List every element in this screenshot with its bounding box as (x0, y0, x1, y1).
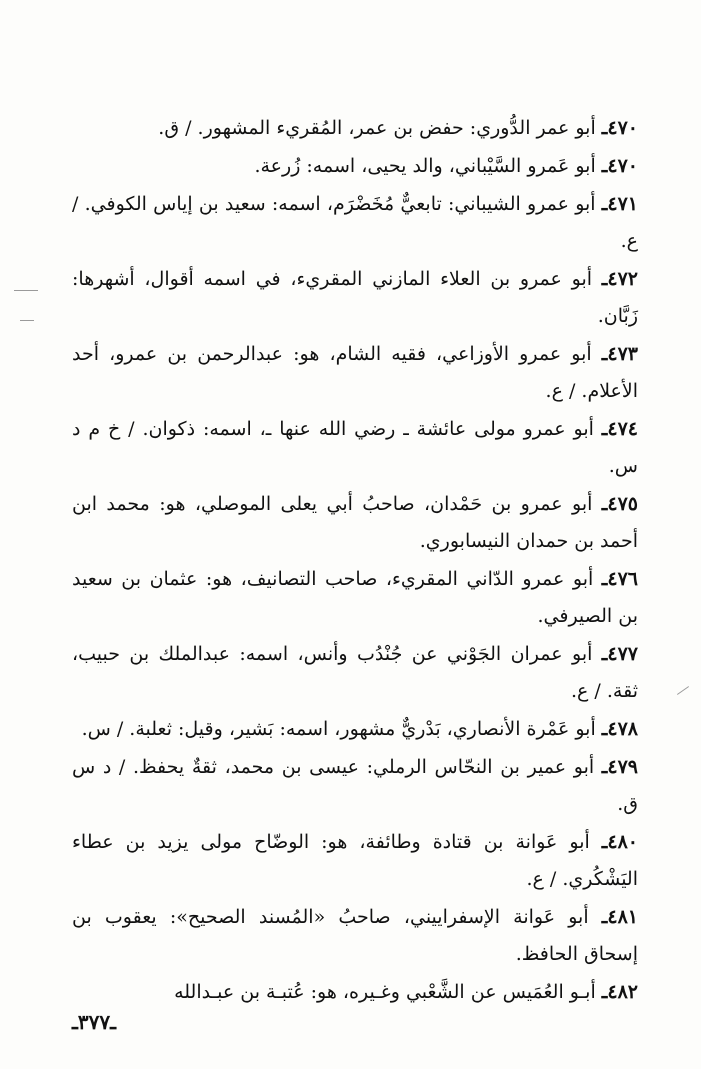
entry-text: أبـو العُمَيس عن الشَّعْبي وغـيره، هو: عُتبـة بن عبـدالله (174, 981, 596, 1003)
entry-482 (72, 974, 638, 1011)
entry-number: ٤٧١ـ (601, 193, 638, 215)
entry-number: ٤٧٤ـ (601, 418, 638, 440)
entry-number: ٤٧٢ـ (601, 268, 638, 290)
entry-479 (72, 749, 638, 823)
entry-text: أبو عَوانة الإسفراييني، صاحبُ «المُسند الصحيح»: يعقوب بن إسحاق الحافظ. (72, 906, 638, 965)
entry-text: أبو عمرو الأوزاعي، فقيه الشام، هو: عبدالرحمن بن عمرو، أحد الأعلام. / ع. (72, 343, 638, 402)
entry-480 (72, 824, 638, 898)
entry-number: ٤٧٣ـ (601, 343, 638, 365)
entry-number: ٤٧٨ـ (601, 718, 638, 740)
margin-mark (677, 686, 689, 695)
entry-474 (72, 411, 638, 485)
entry-476 (72, 561, 638, 635)
entry-number: ٤٨٢ـ (601, 981, 638, 1003)
entry-475 (72, 486, 638, 560)
entry-477 (72, 636, 638, 710)
entry-472 (72, 261, 638, 335)
entry-470-a (72, 110, 638, 147)
entry-number: ٤٨١ـ (601, 906, 638, 928)
entry-471 (72, 186, 638, 260)
entry-481 (72, 899, 638, 973)
entry-number: ٤٧٠ـ (601, 117, 638, 139)
entry-text: أبو عمرو مولى عائشة ـ رضي الله عنها ـ، اسمه: ذكوان. / خ م د س. (72, 418, 638, 477)
page-number: ـ٣٧٧ـ (72, 1010, 116, 1034)
entry-text: أبو عمرو الشيباني: تابعيٌّ مُخَضْرَم، اسمه: سعيد بن إياس الكوفي. / ع. (72, 193, 638, 252)
entry-number: ٤٨٠ـ (601, 831, 638, 853)
entry-473 (72, 336, 638, 410)
entry-text: أبو عَمْرة الأنصاري، بَدْريٌّ مشهور، اسمه: بَشير، وقيل: ثعلبة. / س. (81, 718, 596, 740)
margin-mark (14, 290, 38, 291)
entry-text: أبو عمر الدُّوري: حفض بن عمر، المُقريء المشهور. / ق. (158, 117, 596, 139)
entry-number: ٤٧٥ـ (601, 493, 638, 515)
entry-text: أبو عمرو بن حَمْدان، صاحبُ أبي يعلى الموصلي، هو: محمد ابن أحمد بن حمدان النيسابوري. (72, 493, 638, 552)
entry-text: أبو عَوانة بن قتادة وطائفة، هو: الوضّاح مولى يزيد بن عطاء اليَشْكُري. / ع. (72, 831, 638, 890)
entry-text: أبو عمير بن النحّاس الرملي: عيسى بن محمد، ثقةٌ يحفظ. / د س ق. (72, 756, 638, 815)
entry-478 (72, 711, 638, 748)
entry-number: ٤٧٩ـ (601, 756, 638, 778)
entry-text: أبو عمرو بن العلاء المازني المقريء، في اسمه أقوال، أشهرها: زَبَّان. (72, 268, 638, 327)
entry-470-b (72, 148, 638, 185)
entry-list (72, 110, 638, 1011)
entry-number: ٤٧٦ـ (601, 568, 638, 590)
entry-number: ٤٧٧ـ (601, 643, 638, 665)
entry-number: ٤٧٠ـ (601, 155, 638, 177)
entry-text: أبو عمران الجَوْني عن جُنْدُب وأنس، اسمه: عبدالملك بن حبيب، ثقة. / ع. (72, 643, 638, 702)
margin-mark (20, 320, 34, 321)
entry-text: أبو عَمرو السَّيْباني، والد يحيى، اسمه: زُرعة. (254, 155, 596, 177)
entry-text: أبو عمرو الدّاني المقريء، صاحب التصانيف، هو: عثمان بن سعيد بن الصيرفي. (72, 568, 638, 627)
